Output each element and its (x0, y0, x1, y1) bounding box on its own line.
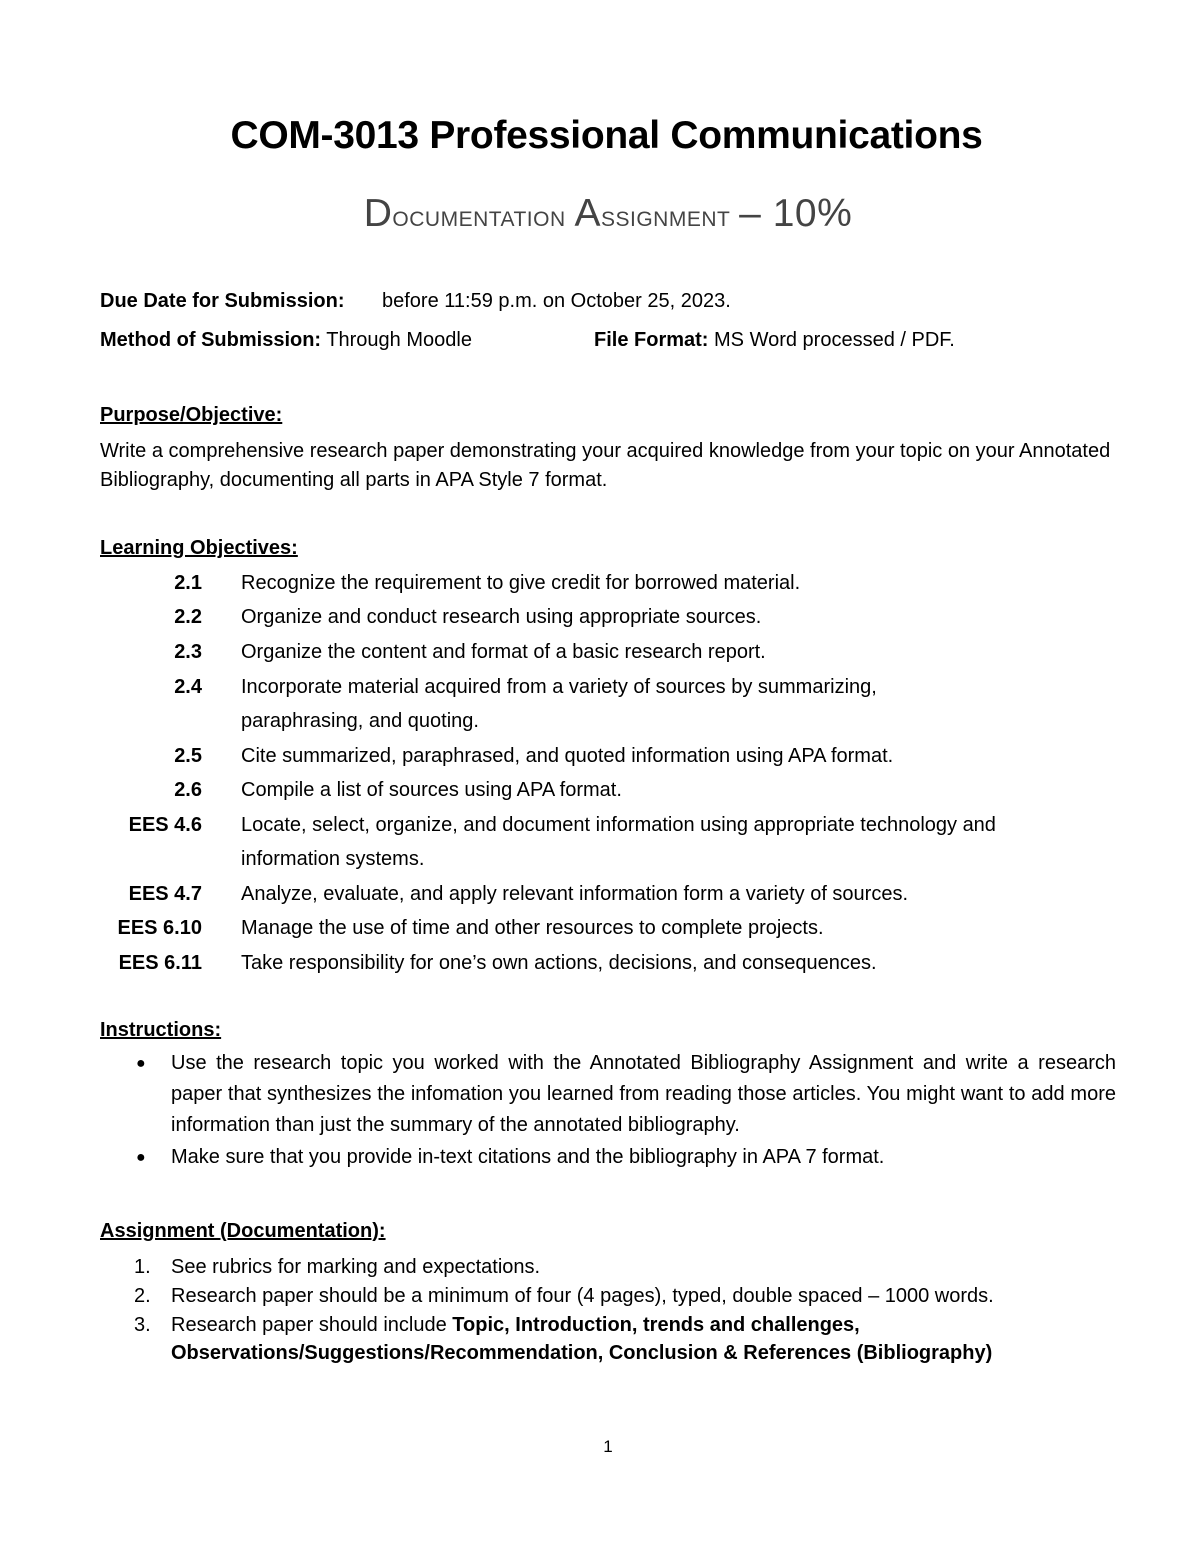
method-label: Method of Submission: (100, 329, 322, 351)
bullet-icon: ● (136, 1055, 146, 1072)
objective-text: Organize the content and format of a basic research report. (241, 641, 766, 663)
assignment-number: 1. (134, 1256, 151, 1278)
assignment-number: 3. (134, 1314, 151, 1336)
objective-code: EES 4.6 (128, 814, 202, 836)
objective-text: Manage the use of time and other resources to complete projects. (241, 917, 824, 939)
assignment-number: 2. (134, 1285, 151, 1307)
due-date-label: Due Date for Submission: (100, 290, 345, 312)
instruction-text: Use the research topic you worked with the Annotated Bibliography Assignment and write a research paper that synthesizes the infomation you learned from reading those articles. You might want to add more information than just the summary of the annotated bibliography. (171, 1052, 1116, 1136)
subtitle-initial-1: D (363, 192, 393, 235)
instructions-heading: Instructions: (100, 1019, 222, 1041)
objective-text: Analyze, evaluate, and apply relevant information form a variety of sources. (241, 883, 909, 905)
subtitle-rest-1: ocumentation (392, 200, 566, 233)
objective-code: 2.6 (174, 779, 202, 801)
objective-text: Locate, select, organize, and document information using appropriate technology and information systems. (241, 814, 996, 870)
instruction-text: Make sure that you provide in-text citations and the bibliography in APA 7 format. (171, 1146, 885, 1168)
objective-code: EES 4.7 (128, 883, 202, 905)
format-value: MS Word processed / PDF. (714, 329, 955, 351)
document-title: COM-3013 Professional Communications (230, 114, 983, 157)
objective-text: Compile a list of sources using APA format. (241, 779, 622, 801)
subtitle-rest-2: ssignment (600, 200, 731, 233)
due-date-value: before 11:59 p.m. on October 25, 2023. (382, 290, 731, 312)
objective-text: Organize and conduct research using appropriate sources. (241, 606, 762, 628)
objective-code: 2.5 (174, 745, 202, 767)
assignment-text: See rubrics for marking and expectations. (171, 1256, 541, 1278)
assignment-heading: Assignment (Documentation): (100, 1220, 386, 1242)
assignment-text-bold: Topic, Introduction, trends and challenges, Observations/Suggestions/Recommendation, Conclusion & References (Bibliography) (171, 1314, 993, 1364)
objective-text: Recognize the requirement to give credit for borrowed material. (241, 572, 801, 594)
bullet-icon: ● (136, 1149, 146, 1166)
assignment-text: Research paper should be a minimum of four (4 pages), typed, double spaced – 1000 words. (171, 1285, 994, 1307)
objective-code: 2.2 (174, 606, 202, 628)
objective-code: 2.1 (174, 572, 202, 594)
objective-code: 2.4 (174, 676, 202, 698)
method-value: Through Moodle (326, 329, 472, 351)
objective-text: Cite summarized, paraphrased, and quoted information using APA format. (241, 745, 894, 767)
due-date-line (100, 290, 731, 313)
objective-code: EES 6.10 (117, 917, 202, 939)
subtitle-suffix: – 10% (739, 192, 853, 235)
purpose-heading: Purpose/Objective: (100, 404, 283, 426)
assignment-text (171, 1311, 1041, 1367)
learning-heading: Learning Objectives: (100, 537, 298, 559)
page-number: 1 (603, 1437, 613, 1456)
objective-code: EES 6.11 (118, 952, 202, 974)
method-line (100, 329, 472, 352)
format-label: File Format: (594, 329, 709, 351)
objective-text: Incorporate material acquired from a variety of sources by summarizing, paraphrasing, and quoting. (241, 676, 877, 732)
objective-code: 2.3 (174, 641, 202, 663)
assignment-text-plain: Research paper should include (171, 1314, 453, 1336)
document-subtitle (0, 192, 1200, 236)
purpose-text: Write a comprehensive research paper demonstrating your acquired knowledge from your topic on your Annotated Bibliography, documenting all parts in APA Style 7 format. (100, 440, 1111, 491)
format-line (594, 329, 955, 352)
subtitle-initial-2: A (574, 192, 601, 235)
objective-text: Take responsibility for one’s own actions, decisions, and consequences. (241, 952, 877, 974)
